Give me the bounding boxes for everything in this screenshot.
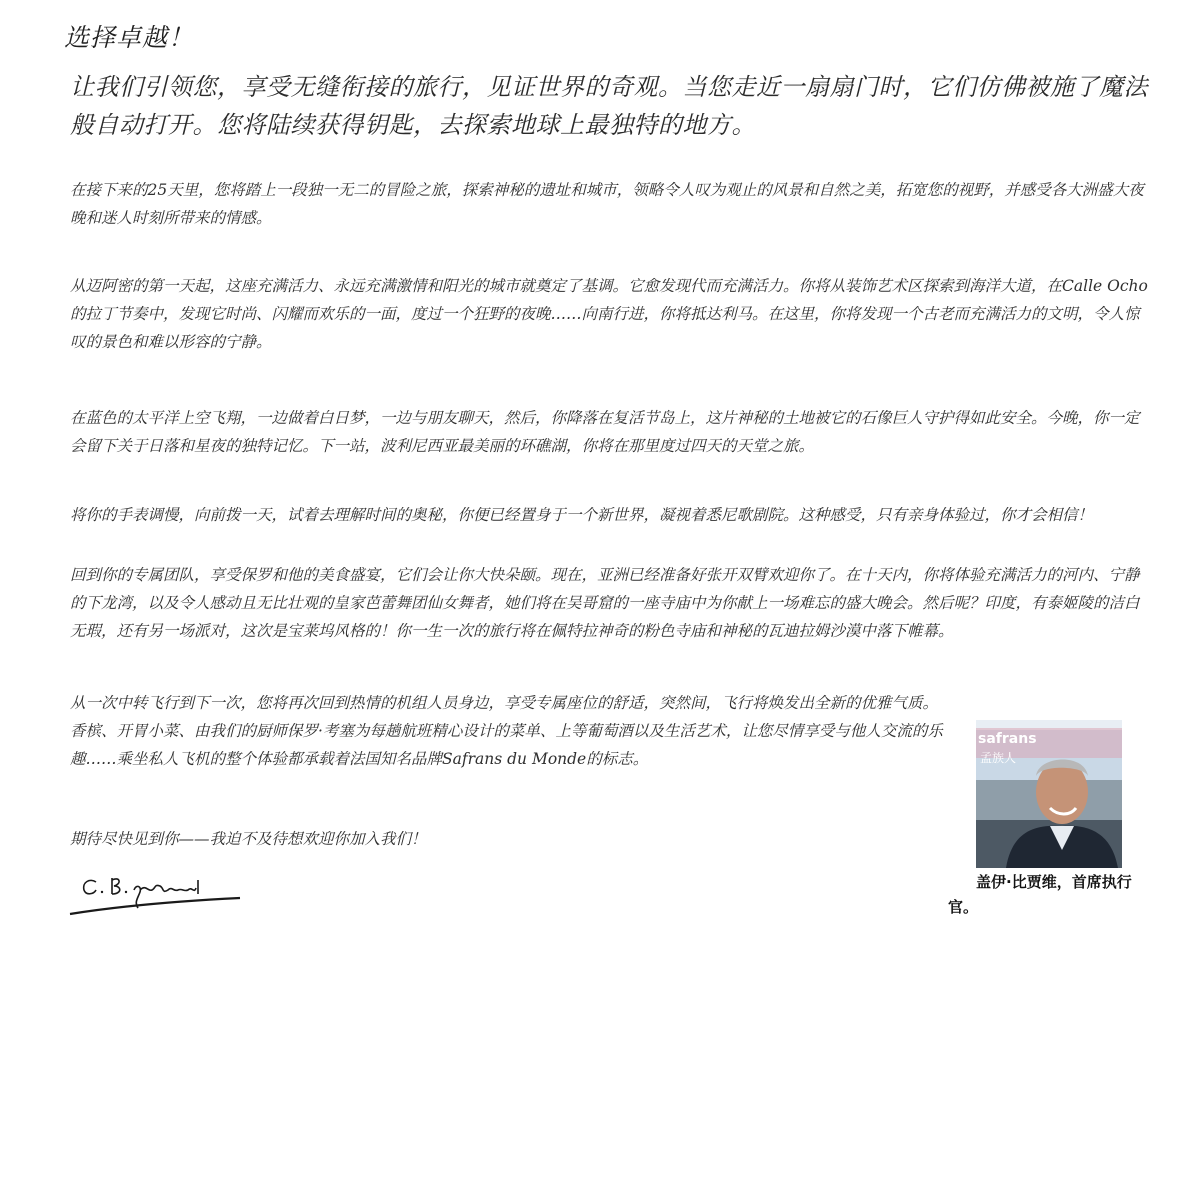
- body-paragraph: 从迈阿密的第一天起，这座充满活力、永远充满激情和阳光的城市就奠定了基调。它愈发现代而充满活力。你将从装饰艺术区探索到海洋大道，在Calle Ocho的拉丁节奏中，发现它时尚、闪耀而欢乐的一面，度过一个狂野的夜晚……向南行进，你将抵达利马。在这里，你将发现一个古老而充满活力的文明，令人惊叹的景色和难以形容的宁静。: [70, 277, 1148, 351]
- intro-paragraph: 让我们引领您，享受无缝衔接的旅行，见证世界的奇观。当您走近一扇扇门时，它们仿佛被施了魔法般自动打开。您将陆续获得钥匙，去探索地球上最独特的地方。: [70, 73, 1148, 139]
- body-paragraph: 回到你的专属团队，享受保罗和他的美食盛宴，它们会让你大快朵颐。现在，亚洲已经准备好张开双臂欢迎你了。在十天内，你将体验充满活力的河内、宁静的下龙湾，以及令人感动且无比壮观的皇家芭蕾舞团仙女舞者，她们将在吴哥窟的一座寺庙中为你献上一场难忘的盛大晚会。然后呢？印度，有泰姬陵的洁白无瑕，还有另一场派对，这次是宝莱坞风格的！你一生一次的旅行将在佩特拉神奇的粉色寺庙和神秘的瓦迪拉姆沙漠中落下帷幕。: [70, 566, 1140, 640]
- page-heading: 选择卓越！: [64, 23, 195, 52]
- body-paragraph: 从一次中转飞行到下一次，您将再次回到热情的机组人员身边，享受专属座位的舒适，突然间，飞行将焕发出全新的优雅气质。香槟、开胃小菜、由我们的厨师保罗·考塞为每趟航班精心设计的菜单、上等葡萄酒以及生活艺术，让您尽情享受与他人交流的乐趣……乘坐私人飞机的整个体验都承载着法国知名品牌Safrans du Monde的标志。: [70, 694, 943, 768]
- brand-logo-text: safrans: [978, 731, 1037, 747]
- ceo-photo: [976, 720, 1122, 868]
- closing-paragraph: 期待尽快见到你——我迫不及待想欢迎你加入我们！: [70, 830, 427, 848]
- brand-sub-text: 孟族人: [980, 751, 1017, 765]
- body-paragraph: 在接下来的25天里，您将踏上一段独一无二的冒险之旅，探索神秘的遗址和城市，领略令人叹为观止的风景和自然之美，拓宽您的视野，并感受各大洲盛大夜晚和迷人时刻所带来的情感。: [70, 181, 1144, 227]
- body-paragraph: 将你的手表调慢，向前拨一天，试着去理解时间的奥秘，你便已经置身于一个新世界，凝视着悉尼歌剧院。这种感受，只有亲身体验过，你才会相信！: [70, 506, 1094, 524]
- body-paragraph: 在蓝色的太平洋上空飞翔，一边做着白日梦，一边与朋友聊天，然后，你降落在复活节岛上，这片神秘的土地被它的石像巨人守护得如此安全。今晚，你一定会留下关于日落和星夜的独特记忆。下一站，波利尼西亚最美丽的环礁湖，你将在那里度过四天的天堂之旅。: [70, 409, 1140, 455]
- photo-caption: 盖伊·比贾维，首席执行官。: [948, 873, 1132, 916]
- signature-image: [68, 868, 243, 918]
